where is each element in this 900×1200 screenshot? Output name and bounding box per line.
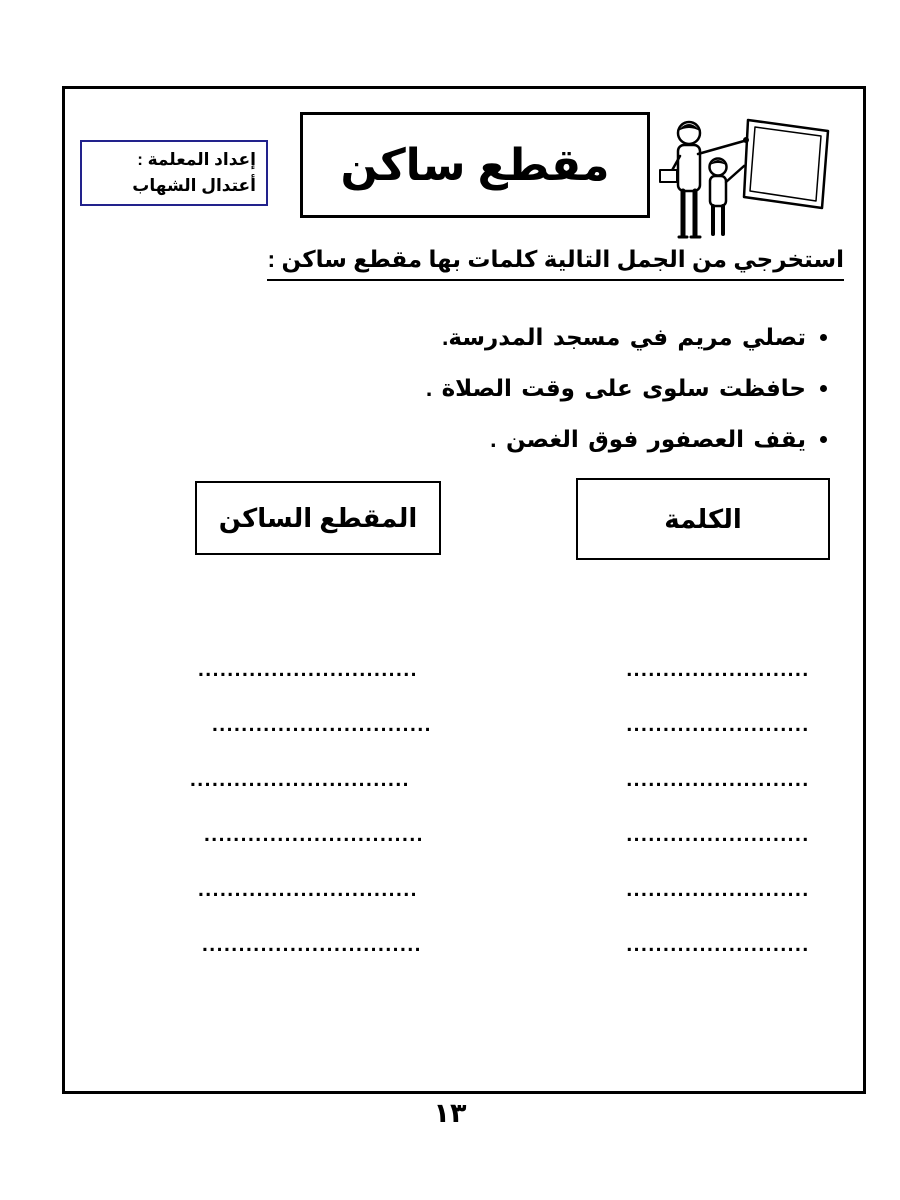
sentence-item: • تصلي مريم في مسجد المدرسة. <box>426 322 806 352</box>
sentence-item: • يقف العصفور فوق الغصن . <box>426 424 806 454</box>
syllable-column-header-label: المقطع الساكن <box>218 502 418 533</box>
word-answer-blank: ......................... <box>626 823 810 846</box>
sentence-list <box>426 322 836 475</box>
syllable-answer-blank: .............................. <box>189 768 411 791</box>
teacher-credit-box <box>80 140 268 206</box>
syllable-answer-blank: .............................. <box>197 878 419 901</box>
teacher-credit-line1: إعداد المعلمة : <box>137 150 256 169</box>
word-answer-blank: ......................... <box>626 658 810 681</box>
word-answer-blank: ......................... <box>626 878 810 901</box>
teacher-student-image <box>652 104 838 246</box>
sentence-item: • حافظت سلوى على وقت الصلاة . <box>426 373 806 403</box>
word-answer-blank: ......................... <box>626 933 810 956</box>
word-answer-blank: ......................... <box>626 713 810 736</box>
syllable-answer-blank: .............................. <box>197 658 419 681</box>
syllable-answer-column <box>172 642 444 972</box>
syllable-answer-blank: .............................. <box>203 823 425 846</box>
teacher-credit-line2: أعتدال الشهاب <box>132 176 256 196</box>
page-title: مقطع ساكن <box>340 140 610 190</box>
syllable-column-header-box <box>195 481 441 555</box>
page-number: ١٣ <box>433 1098 467 1128</box>
syllable-answer-blank: .............................. <box>201 933 423 956</box>
word-answer-column <box>602 642 834 972</box>
title-box <box>300 112 650 218</box>
word-answer-blank: ......................... <box>626 768 810 791</box>
word-column-header-label: الكلمة <box>664 503 742 534</box>
instruction-text: استخرجي من الجمل التالية كلمات بها مقطع ساكن : <box>267 246 844 281</box>
syllable-answer-blank: .............................. <box>211 713 433 736</box>
word-column-header-box <box>576 478 830 560</box>
